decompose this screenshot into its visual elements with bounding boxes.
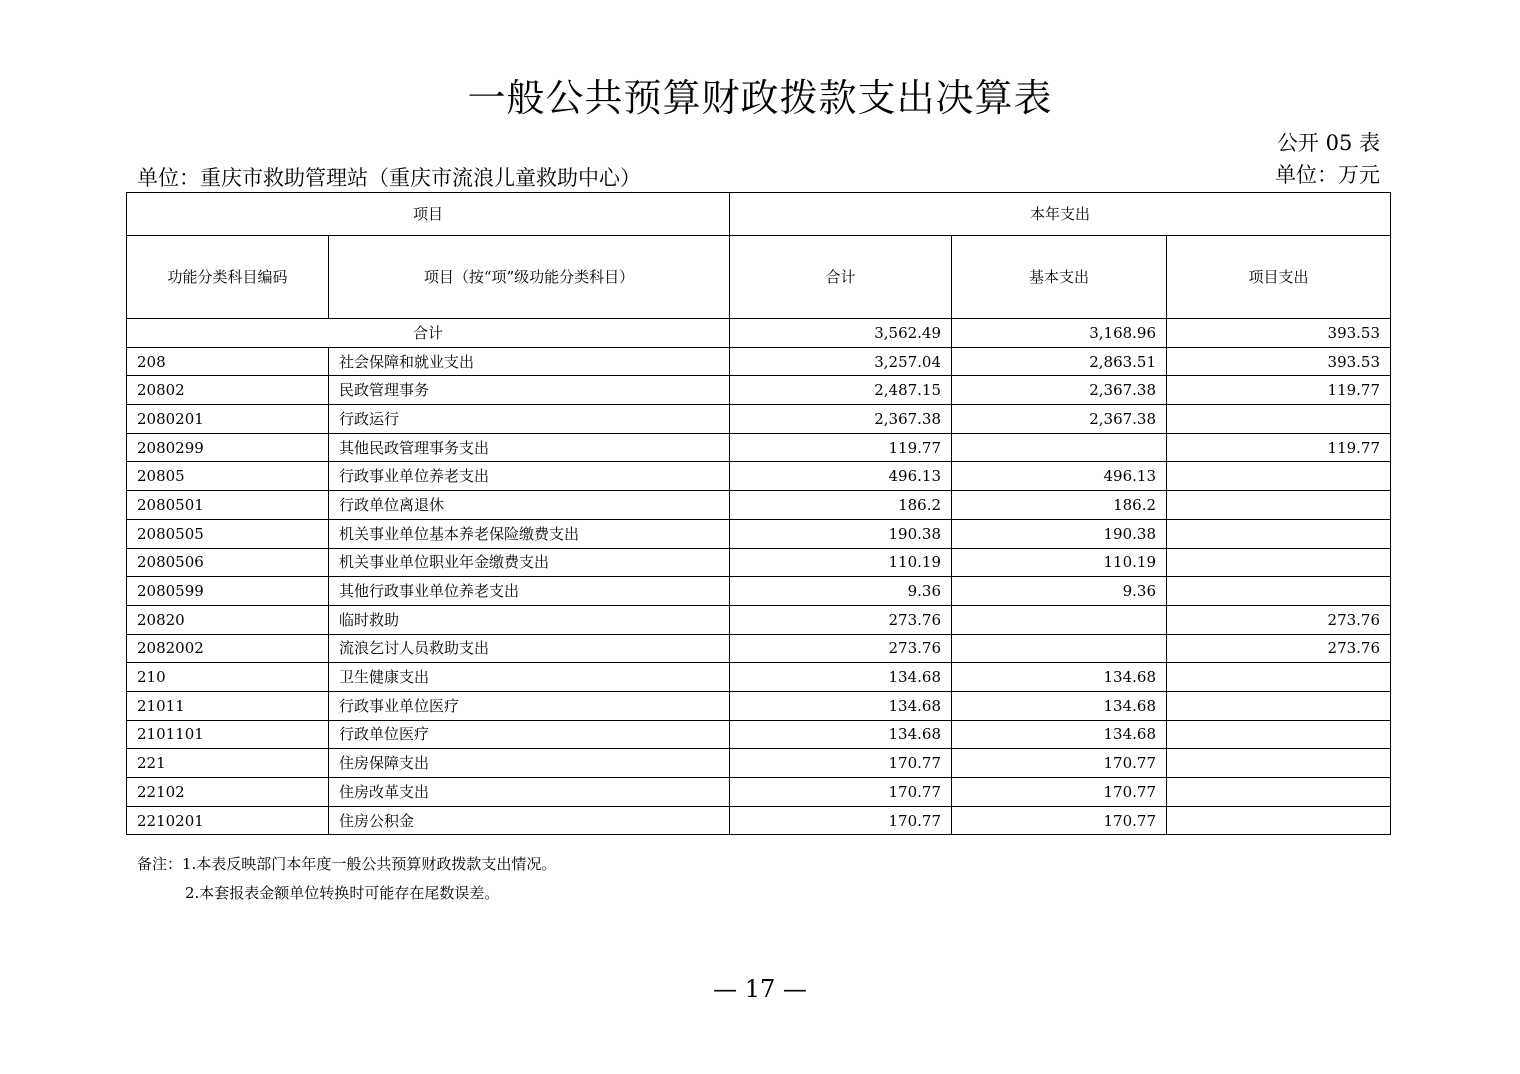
row-total: 2,367.38 xyxy=(730,405,952,434)
row-name: 其他民政管理事务支出 xyxy=(329,433,730,462)
row-total: 170.77 xyxy=(730,806,952,835)
row-total: 110.19 xyxy=(730,548,952,577)
row-basic: 496.13 xyxy=(952,462,1167,491)
row-name: 行政运行 xyxy=(329,405,730,434)
table-row xyxy=(127,519,1391,548)
header-current-year: 本年支出 xyxy=(730,193,1391,236)
row-total: 190.38 xyxy=(730,519,952,548)
row-basic: 2,863.51 xyxy=(952,347,1167,376)
row-total: 273.76 xyxy=(730,634,952,663)
row-basic: 2,367.38 xyxy=(952,405,1167,434)
row-code: 20805 xyxy=(127,462,329,491)
row-code: 2101101 xyxy=(127,720,329,749)
row-code: 208 xyxy=(127,347,329,376)
row-project xyxy=(1167,519,1391,548)
table-row xyxy=(127,605,1391,634)
row-basic: 186.2 xyxy=(952,491,1167,520)
expenditure-table xyxy=(126,192,1391,835)
notes xyxy=(137,850,556,908)
row-basic: 2,367.38 xyxy=(952,376,1167,405)
row-code: 22102 xyxy=(127,778,329,807)
table-row xyxy=(127,749,1391,778)
row-project xyxy=(1167,548,1391,577)
row-basic xyxy=(952,605,1167,634)
row-name: 临时救助 xyxy=(329,605,730,634)
row-project xyxy=(1167,778,1391,807)
table-row xyxy=(127,462,1391,491)
row-project: 119.77 xyxy=(1167,376,1391,405)
table-row xyxy=(127,778,1391,807)
total-label: 合计 xyxy=(127,319,730,348)
row-name: 行政单位离退休 xyxy=(329,491,730,520)
row-total: 134.68 xyxy=(730,720,952,749)
form-number: 公开 05 表 xyxy=(1276,131,1380,155)
header-row-2 xyxy=(127,236,1391,319)
row-basic: 134.68 xyxy=(952,691,1167,720)
row-code: 2080505 xyxy=(127,519,329,548)
row-name: 住房保障支出 xyxy=(329,749,730,778)
row-project xyxy=(1167,577,1391,606)
row-project: 273.76 xyxy=(1167,605,1391,634)
row-name: 住房改革支出 xyxy=(329,778,730,807)
row-total: 3,257.04 xyxy=(730,347,952,376)
row-project xyxy=(1167,405,1391,434)
row-total: 134.68 xyxy=(730,663,952,692)
row-name: 社会保障和就业支出 xyxy=(329,347,730,376)
row-total: 134.68 xyxy=(730,691,952,720)
table-row xyxy=(127,577,1391,606)
row-basic: 170.77 xyxy=(952,806,1167,835)
total-row xyxy=(127,319,1391,348)
header-project: 项目 xyxy=(127,193,730,236)
row-basic xyxy=(952,433,1167,462)
table-row xyxy=(127,663,1391,692)
row-project xyxy=(1167,691,1391,720)
row-code: 2080501 xyxy=(127,491,329,520)
row-basic: 170.77 xyxy=(952,749,1167,778)
header-code: 功能分类科目编码 xyxy=(127,236,329,319)
header-total: 合计 xyxy=(730,236,952,319)
table-row xyxy=(127,347,1391,376)
table-row xyxy=(127,376,1391,405)
row-project xyxy=(1167,663,1391,692)
note-line-2: 2.本套报表金额单位转换时可能存在尾数误差。 xyxy=(185,884,500,902)
header-project-expense: 项目支出 xyxy=(1167,236,1391,319)
row-project: 393.53 xyxy=(1167,347,1391,376)
row-project xyxy=(1167,462,1391,491)
row-total: 170.77 xyxy=(730,778,952,807)
header-basic: 基本支出 xyxy=(952,236,1167,319)
total-project: 393.53 xyxy=(1167,319,1391,348)
row-name: 机关事业单位职业年金缴费支出 xyxy=(329,548,730,577)
row-code: 20802 xyxy=(127,376,329,405)
row-total: 186.2 xyxy=(730,491,952,520)
row-total: 119.77 xyxy=(730,433,952,462)
table-row xyxy=(127,720,1391,749)
header-row-1 xyxy=(127,193,1391,236)
table-row xyxy=(127,405,1391,434)
row-project xyxy=(1167,749,1391,778)
table-row xyxy=(127,548,1391,577)
row-project xyxy=(1167,491,1391,520)
row-code: 2080299 xyxy=(127,433,329,462)
table-row xyxy=(127,491,1391,520)
row-total: 2,487.15 xyxy=(730,376,952,405)
currency-unit: 单位：万元 xyxy=(1275,163,1380,187)
row-basic: 110.19 xyxy=(952,548,1167,577)
row-code: 2080506 xyxy=(127,548,329,577)
table-row xyxy=(127,691,1391,720)
row-project: 119.77 xyxy=(1167,433,1391,462)
table-row xyxy=(127,806,1391,835)
row-name: 民政管理事务 xyxy=(329,376,730,405)
row-project xyxy=(1167,720,1391,749)
row-basic: 134.68 xyxy=(952,720,1167,749)
row-code: 2080201 xyxy=(127,405,329,434)
reporting-unit: 单位：重庆市救助管理站（重庆市流浪儿童救助中心） xyxy=(137,166,641,190)
row-name: 行政事业单位养老支出 xyxy=(329,462,730,491)
row-basic: 134.68 xyxy=(952,663,1167,692)
row-total: 496.13 xyxy=(730,462,952,491)
total-amount: 3,562.49 xyxy=(730,319,952,348)
row-project: 273.76 xyxy=(1167,634,1391,663)
page-number: — 17 — xyxy=(713,975,807,1003)
row-name: 流浪乞讨人员救助支出 xyxy=(329,634,730,663)
row-code: 210 xyxy=(127,663,329,692)
row-code: 2080599 xyxy=(127,577,329,606)
row-basic: 170.77 xyxy=(952,778,1167,807)
page-title: 一般公共预算财政拨款支出决算表 xyxy=(467,76,1053,120)
row-code: 2210201 xyxy=(127,806,329,835)
header-item: 项目（按“项”级功能分类科目） xyxy=(329,236,730,319)
row-name: 机关事业单位基本养老保险缴费支出 xyxy=(329,519,730,548)
row-total: 9.36 xyxy=(730,577,952,606)
row-name: 行政单位医疗 xyxy=(329,720,730,749)
row-code: 221 xyxy=(127,749,329,778)
table-row xyxy=(127,634,1391,663)
row-name: 卫生健康支出 xyxy=(329,663,730,692)
row-name: 其他行政事业单位养老支出 xyxy=(329,577,730,606)
row-name: 行政事业单位医疗 xyxy=(329,691,730,720)
row-total: 273.76 xyxy=(730,605,952,634)
total-basic: 3,168.96 xyxy=(952,319,1167,348)
row-basic: 9.36 xyxy=(952,577,1167,606)
row-name: 住房公积金 xyxy=(329,806,730,835)
row-total: 170.77 xyxy=(730,749,952,778)
row-basic: 190.38 xyxy=(952,519,1167,548)
row-project xyxy=(1167,806,1391,835)
row-code: 20820 xyxy=(127,605,329,634)
row-code: 2082002 xyxy=(127,634,329,663)
table-row xyxy=(127,433,1391,462)
row-code: 21011 xyxy=(127,691,329,720)
row-basic xyxy=(952,634,1167,663)
note-line-1: 备注：1.本表反映部门本年度一般公共预算财政拨款支出情况。 xyxy=(137,855,557,873)
